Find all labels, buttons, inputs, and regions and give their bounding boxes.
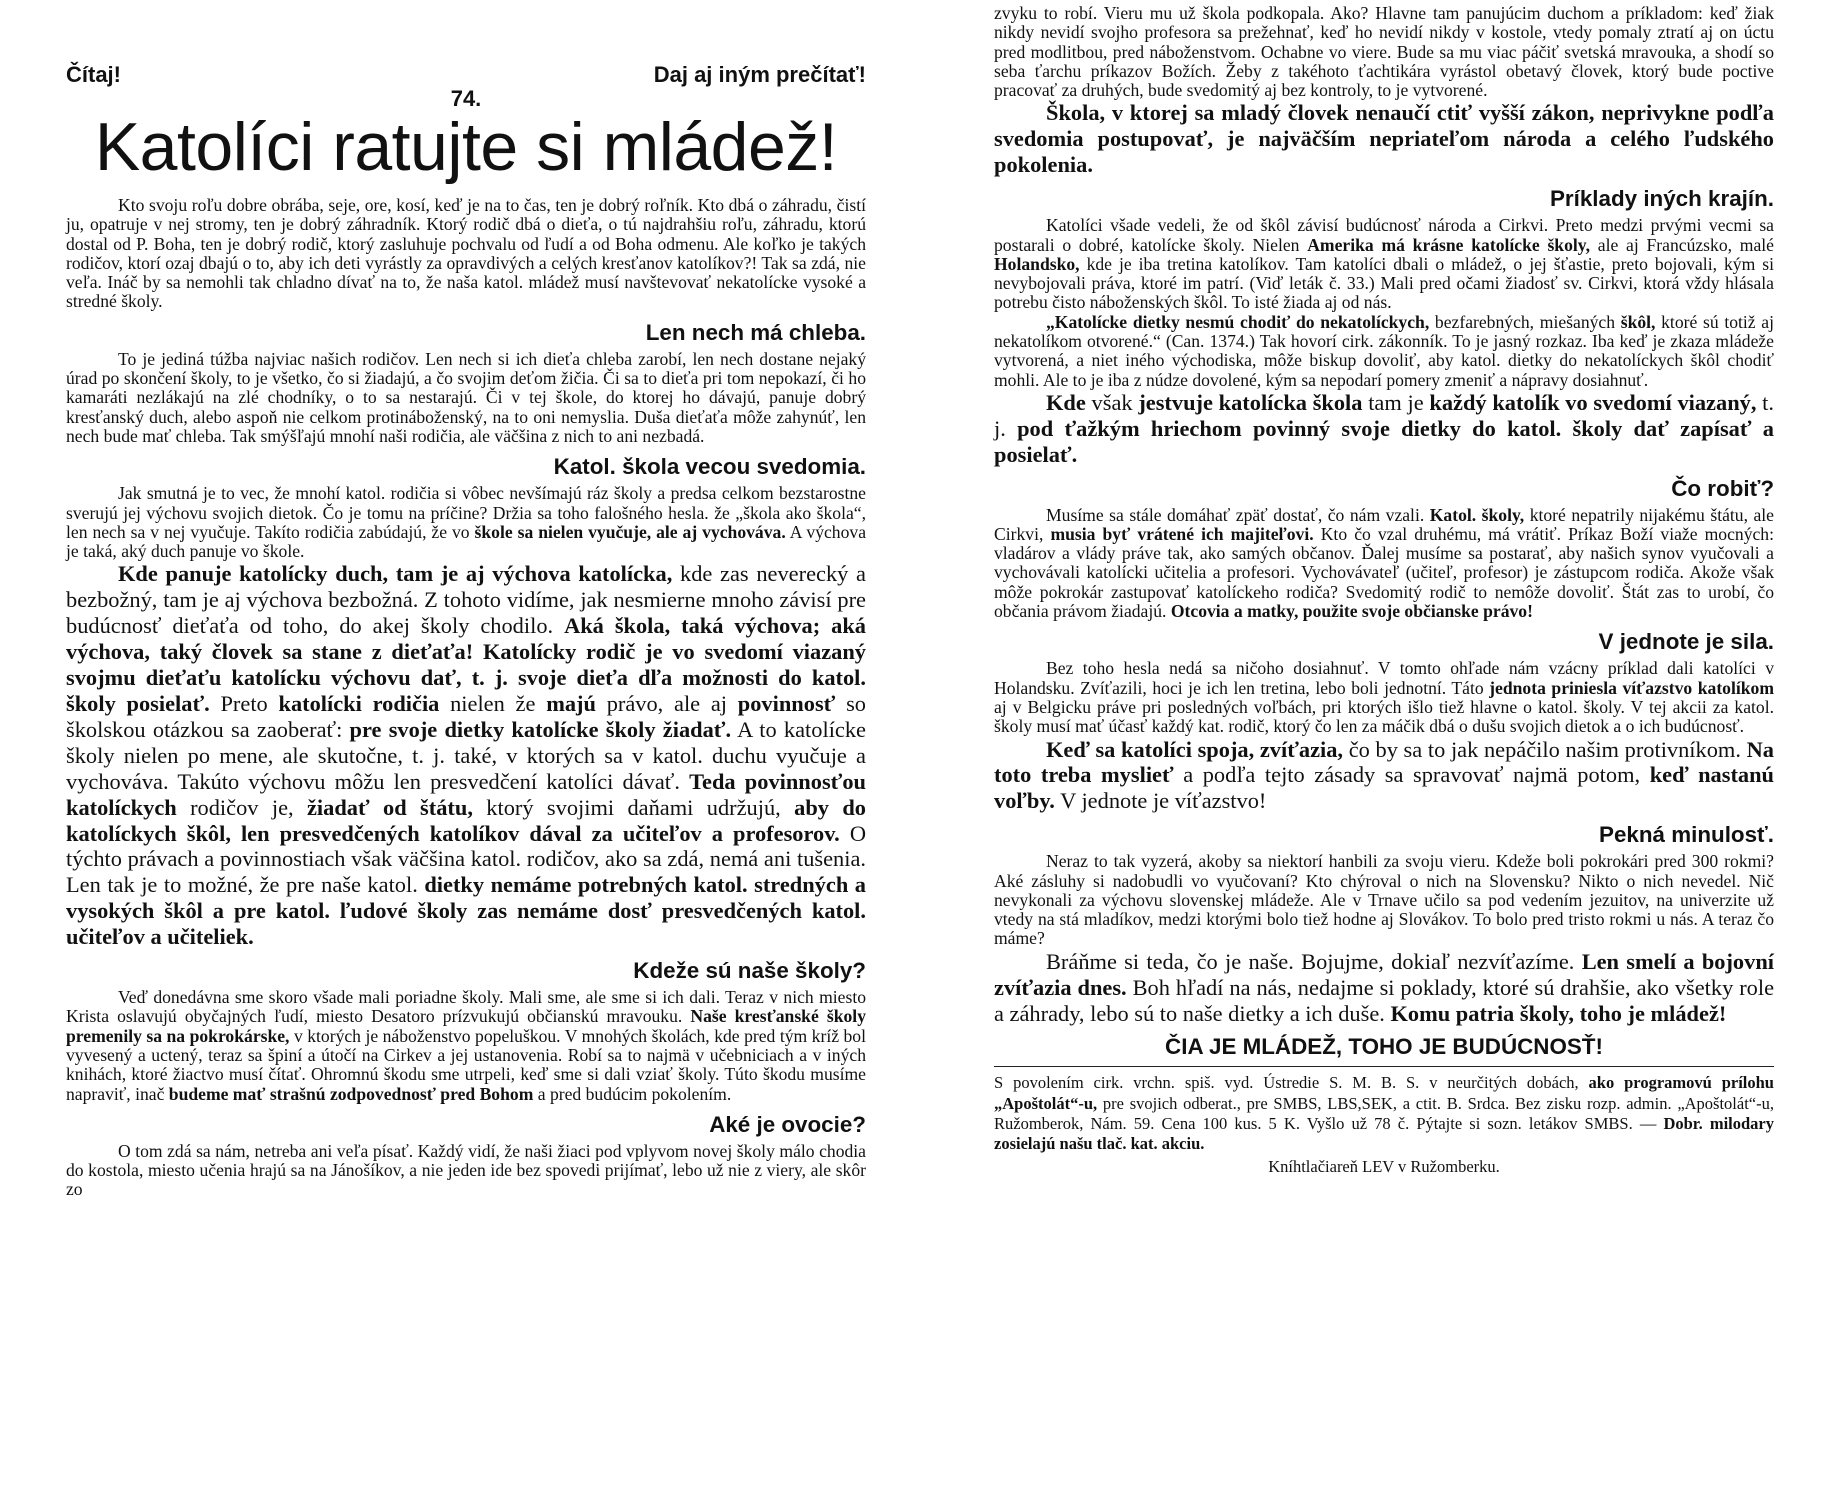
paragraph-r1: Katolíci všade vedeli, že od škôl závisí budúcnosť národa a Cirkvi. Preto medzi prvými vecmi sa postarali o dobré, katolícke školy. Nielen Amerika má krásne katolícke školy, ale aj Francúzsko, malé Holandsko, kde je iba tretina katolíkov. Tam katolíci dbali o mládež, o jej šťastie, preto bojovali, kým si nevybojovali práva, ktoré im patrí. (Viď leták č. 33.) Mali pred očami žiadosť sv. Cirkvi, ktorá vždy hlásala potrebu čisto náboženských škôl. To isté žiada aj od nás. <box>994 215 1774 313</box>
share-label: Daj aj iným prečítať! <box>653 62 866 87</box>
page-title: Katolíci ratujte si mládež! <box>94 109 838 185</box>
intro-paragraph: Kto svoju roľu dobre obrába, seje, ore, kosí, keď je na to čas, ten je dobrý roľník. Kto dbá o záhradu, čistí ju, opatruje v nej stromy, ten je dobrý záhradník. Ktorý rodič dbá o dieťa, o tú najdrahšiu roľu, záhradu, ktorú dostal od P. Boha, ten je dobrý rodič, ktorý zasluhuje pochvalu od ľudí a od Boha odmenu. Ale koľko je takých rodičov, ktorí ozaj dbajú o to, aby ich deti vyrástly za opravdivých a celých kresťanov katolíkov?! Tak sa zdá, nie veľa. Ináč by sa nemohli tak chladno dívať na to, že naša katol. mládež musí navštevovať nekatolícke vysoké a stredné školy. <box>66 195 866 312</box>
slogan-banner: ČIA JE MLÁDEŽ, TOHO JE BUDÚCNOSŤ! <box>1165 1034 1603 1060</box>
paragraph-r2: „Katolícke dietky nesmú chodiť do nekatolíckych, bezfarebných, miešaných škôl, ktoré sú totiž aj nekatolíkom otvorené.“ (Can. 1374.) Tak hovorí cirk. zákonník. To je jasný rozkaz. Iba keď je zkaza mládeže vytvorená, a niet iného východiska, môže biskup dovoliť, aby katol. dietky do nekatolíckych škôl chodiť mohli. Ale to je iba z núdze dovolené, kým sa nepodarí pomery zmeniť a nápravy dosiahnuť. <box>994 311 1775 390</box>
header-row <box>66 62 866 88</box>
right-page <box>916 0 1832 1500</box>
heading-co-robit: Čo robiť? <box>1671 475 1774 501</box>
divider <box>994 1066 1774 1067</box>
imprint-note: S povolením cirk. vrchn. spiš. vyd. Ústredie S. M. B. S. v neurčitých dobách, ako programovú prílohu „Apoštolát“-u, pre svojich odberat., pre SMBS, LBS,SEK, a ctit. B. Srdca. Bez zisku rozp. admin. „Apoštolát“-u, Ružomberok, Nám. 59. Cena 100 kus. 5 K. Vyšlo už 78 č. Pýtajte si sozn. letákov SMBS. — Dobr. milodary zosielajú našu tlač. kat. akciu. <box>994 1073 1774 1154</box>
heading-ovocie: Aké je ovocie? <box>709 1111 866 1137</box>
heading-minulost: Pekná minulosť. <box>1599 822 1774 848</box>
read-label: Čítaj! <box>66 62 121 87</box>
paragraph-r4: Bez toho hesla nedá sa ničoho dosiahnuť. V tomto ohľade nám vzácny príklad dali katolíci v Holandsku. Zvíťazili, hoci je ich len tretina, lebo boli jednotní. Táto jednota priniesla víťazstvo katolíkom aj v Belgicku práve pri posledných voľbách, pri ktorých išlo tiež hlavne o katol. školy. V tej akcii za katol. školy musí mať účasť každý kat. rodič, ktorý čo len za máčik dbá o dušu svojich dietok a o ich budúcnosť. <box>994 658 1774 737</box>
heading-kdeze: Kdeže sú naše školy? <box>633 958 866 984</box>
paragraph-4: O tom zdá sa nám, netreba ani veľa písať. Každý vidí, že naši žiaci pod vplyvom novej školy málo chodia do kostola, miesto učenia hrajú sa na Jánošíkov, a nie jeden ide bez spovedi prijímať, lebo už nie z viery, ale skôr zo <box>66 1140 866 1200</box>
printer-line: Kníhtlačiareň LEV v Ružomberku. <box>1268 1157 1500 1177</box>
bold-statement: Škola, v ktorej sa mladý človek nenaučí ctiť vyšší zákon, neprivykne podľa svedomia postupovať, je najväčším nepriateľom národa a celého ľudského pokolenia. <box>994 100 1774 178</box>
paragraph-r7: Bráňme si teda, čo je naše. Bojujme, dokiaľ nezvíťazíme. Len smelí a bojovní zvíťazia dnes. Boh hľadí na nás, nedajme si poklady, ktoré sú drahšie, ako všetky role a záhrady, lebo sú to naše dietky a ich duše. Komu patria školy, toho je mládež! <box>994 948 1775 1026</box>
paragraph-2: Jak smutná je to vec, že mnohí katol. rodičia si vôbec nevšímajú ráz školy a predsa celkom bezstarostne sverujú jej výchovu svojich dietok. Čo je tomu na príčine? Držia sa toho falošného hesla. že „škola ako škola“, len nech sa v nej vyučuje. Takíto rodičia zabúdajú, že vo škole sa nielen vyučuje, ale aj vychováva. A výchova je taká, aký duch panuje vo škole. <box>66 483 866 562</box>
heading-priklady: Príklady iných krajín. <box>1549 186 1774 212</box>
heading-jednota: V jednote je sila. <box>1598 629 1774 655</box>
heading-katol-skola: Katol. škola vecou svedomia. <box>553 454 866 480</box>
heading-len-nech: Len nech má chleba. <box>645 319 866 345</box>
paragraph-r6: Neraz to tak vyzerá, akoby sa niektorí hanbili za svoju vieru. Kdeže boli pokrokári pred 300 rokmi? Aké zásluhy si nadobudli vo vyučovaní? Kto chýroval o nich na Slovensku? Nikto o nich nevedel. Nič nevykonali za výchovu slovenskej mládeže. Ale v Trnave učilo sa pod vedením jezuitov, na univerzite už vtedy na stá mladíkov, medzi ktorými bolo tiež hodne aj Slovákov. To bolo pred tristo rokmi u nás. A teraz čo máme? <box>994 851 1774 949</box>
continuation-paragraph: zvyku to robí. Vieru mu už škola podkopala. Ako? Hlavne tam panujúcim duchom a príkladom: keď žiak nikdy nevidí svojho profesora sa prežehnať, keď ho nevidí nikdy v kostole, vtedy pomaly ztratí aj on úctu pred modlitbou, pred náboženstvom. Ochabne vo viere. Bude sa mu viac páčiť svetská mravouka, a shodí so seba ťarchu príkazov Božích. Žeby z takéhoto ťachtikára vyrástol obetavý človek, ktorý bude poctive pracovať za druhých, bude svedomitý aj bez kontroly, to je vytvorené. <box>994 3 1774 101</box>
paragraph-r3: Musíme sa stále domáhať zpäť dostať, čo nám vzali. Katol. školy, ktoré nepatrily nijakému štátu, ale Cirkvi, musia byť vrátené ich majiteľovi. Kto čo vzal druhému, má vrátiť. Príkaz Boží viaže mocných: vladárov a vlády práve tak, ako samých občanov. Ďalej musíme sa postarať, aby našich synov vyučovali a vychovávali katolícki učitelia a profesori. Vychovávateľ (učiteľ, profesor) je zástupcom rodiča. Akože však môže pokrokár zastupovať katolíckeho rodiča? Svedomitý rodič to nemôže dovoliť. Štát zas to urobí, čo občania právom žiadajú. Otcovia a matky, použite svoje občianske právo! <box>994 504 1774 622</box>
paragraph-r-large: Kde však jestvuje katolícka škola tam je každý katolík vo svedomí viazaný, t. j. pod ťažkým hriechom povinný svoje dietky do katol. školy dať zapísať a posielať. <box>994 389 1775 467</box>
paragraph-3: Veď donedávna sme skoro všade mali poriadne školy. Mali sme, ale sme si ich dali. Teraz v nich miesto Krista oslavujú obyčajných ľudí, miesto Desatoro prízvukujú občianskú mravouku. Naše kresťanské školy premenily sa na pokrokárske, v ktorých je náboženstvo popeluškou. V mnohých školách, kde pred tým kríž bol vyvesený a uctený, teraz sa špiní a útočí na Cirkev a jej ustanovenia. Robí sa to najmä v učebniciach a v iných knihách, ktoré žiactvo musí čítať. Ohromnú škodu sme utrpeli, keď sme si dali vziať školy. Túto škodu musíme napraviť, inač budeme mať strašnú zodpovednosť pred Bohom a pred budúcim pokolením. <box>66 987 866 1104</box>
paragraph-1: To je jediná túžba najviac našich rodičov. Len nech si ich dieťa chleba zarobí, len nech dostane nejaký úrad po skončení školy, to je všetko, čo si žiadajú, a čo svojim deťom žičia. Či sa to dieťa pri tom nepokazí, či ho kamaráti nezlákajú na zlé chodníky, o to sa nestarajú. Či v tej škole, do ktorej ho dávajú, panuje dobrý kresťanský duch, alebo aspoň nie celkom protináboženský, na to oni nemyslia. Duša dieťaťa môže zahynúť, len nech bude mať chleba. Tak smýšľajú mnohí naši rodičia, ale väčšina z nich to ani nezbadá. <box>66 348 866 446</box>
issue-number: 74. <box>450 86 482 111</box>
paragraph-r5: Keď sa katolíci spoja, zvíťazia, čo by sa to jak nepáčilo našim protivníkom. Na toto treba myslieť a podľa tejto zásady sa spravovať najmä potom, keď nastanú voľby. V jednote je víťazstvo! <box>994 736 1774 814</box>
paragraph-large: Kde panuje katolícky duch, tam je aj výchova katolícka, kde zas neverecký a bezbožný, tam je aj výchova bezbožná. Z tohoto vidíme, jak nesmierne mnoho závisí pre budúcnosť dieťaťa od toho, do akej školy chodilo. Aká škola, taká výchova; aká výchova, taký človek sa stane z dieťaťa! Katolícky rodič je vo svedomí viazaný svojmu dieťaťu katolícku výchovu dať, t. j. svoje dieťa dľa možnosti do katol. školy posielať. Preto katolícki rodičia nielen že majú právo, ale aj povinnosť so školskou otázkou sa zaoberať: pre svoje dietky katolícke školy žiadať. A to katolícke školy nielen po mene, ale skutočne, t. j. také, v ktorých sa v katol. duchu vyučuje a vychováva. Takúto výchovu môžu len presvedčení katolíci dávať. Teda povinnosťou katolíckych rodičov je, žiadať od štátu, ktorý svojimi daňami udržujú, aby do katolíckych škôl, len presvedčených katolíkov dával za učiteľov a profesorov. O týchto právach a povinnostiach však väčšina katol. rodičov, ako sa zdá, nemá ani tušenia. Len tak je to možné, že pre naše katol. dietky nemáme potrebných katol. stredných a vysokých škôl a pre katol. ľudové školy zas nemáme dosť presvedčených katol. učiteľov a učiteliek. <box>66 561 866 950</box>
